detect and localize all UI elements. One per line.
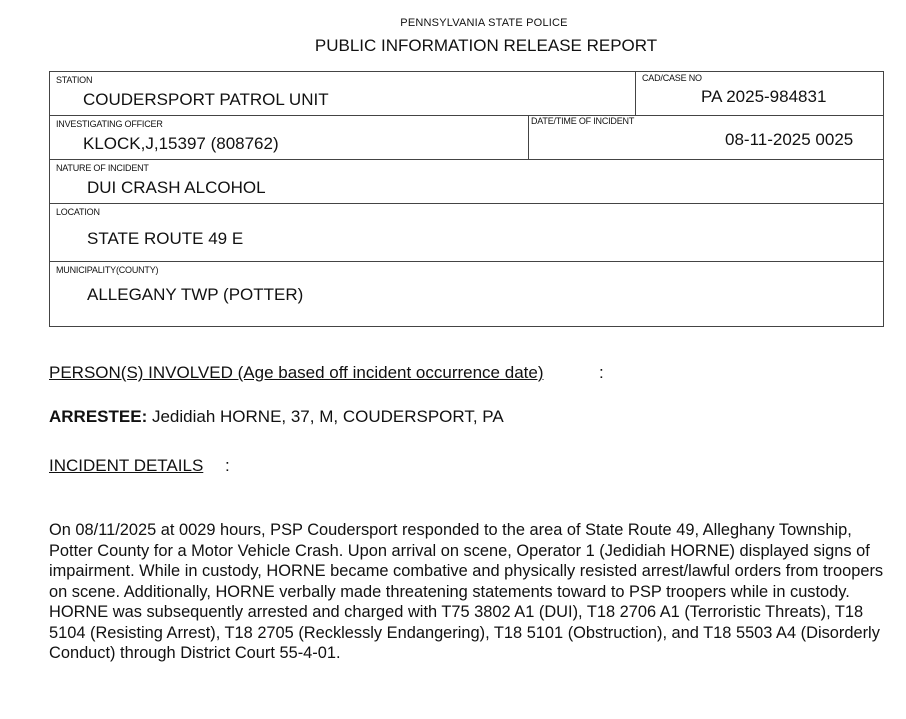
officer-value: KLOCK,J,15397 (808762) [83,134,279,153]
report-title: PUBLIC INFORMATION RELEASE REPORT [314,36,658,55]
form-row-nature [50,160,883,204]
persons-heading-colon: : [599,363,604,382]
form-row-municipality [50,262,883,326]
datetime-cell [528,116,885,159]
case-value: PA 2025-984831 [701,87,827,106]
datetime-label: DATE/TIME OF INCIDENT [531,116,635,126]
location-label: LOCATION [56,207,100,217]
persons-heading: PERSON(S) INVOLVED (Age based off incident occurrence date) [49,363,544,382]
form-row-location [50,204,883,262]
nature-label: NATURE OF INCIDENT [56,163,149,173]
municipality-label: MUNICIPALITY(COUNTY) [56,265,159,275]
arrestee-line [49,407,504,427]
datetime-value: 08-11-2025 0025 [725,130,854,149]
station-value: COUDERSPORT PATROL UNIT [83,90,329,109]
form-row-officer [50,116,883,160]
report-form [49,71,884,327]
station-cell [50,72,635,115]
station-label: STATION [56,75,93,85]
nature-value: DUI CRASH ALCOHOL [87,178,266,197]
details-heading: INCIDENT DETAILS [49,456,204,475]
case-label: CAD/CASE NO [642,73,702,83]
agency-name: PENNSYLVANIA STATE POLICE [400,17,568,29]
details-heading-colon: : [225,456,230,475]
arrestee-label: ARRESTEE: [49,407,148,426]
form-row-station [50,72,883,116]
arrestee-value: Jedidiah HORNE, 37, M, COUDERSPORT, PA [151,407,504,426]
location-value: STATE ROUTE 49 E [87,229,244,248]
incident-narrative: On 08/11/2025 at 0029 hours, PSP Coudersport responded to the area of State Route 49, Alleghany Township, Potter County for a Motor Vehicle Crash. Upon arrival on scene, Operator 1 (Jedidiah HORNE) displayed signs of impairment. While in custody, HORNE became combative and physically resisted arrest/lawful orders from troopers on scene. Additionally, HORNE verbally made threatening statements toward to PSP troopers while in custody. HORNE was subsequently arrested and charged with T75 3802 A1 (DUI), T18 2706 A1 (Terroristic Threats), T18 5104 (Resisting Arrest), T18 2705 (Recklessly Endangering), T18 5101 (Obstruction), and T18 5503 A4 (Disorderly Conduct) through District Court 55-4-01. [49,521,884,662]
municipality-value: ALLEGANY TWP (POTTER) [87,285,304,304]
case-cell [635,72,885,115]
officer-label: INVESTIGATING OFFICER [56,119,163,129]
officer-cell [50,116,528,159]
